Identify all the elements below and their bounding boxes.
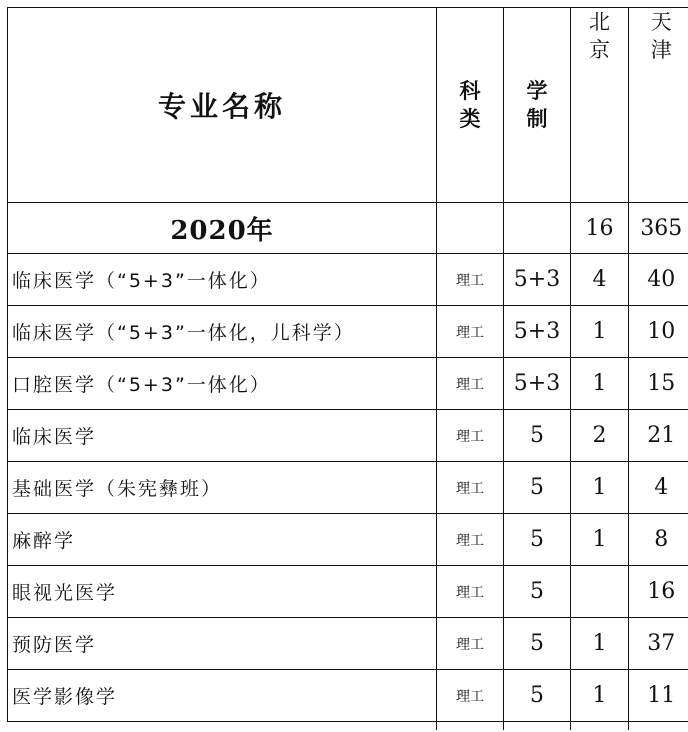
major-beijing-count: 2 <box>571 410 629 462</box>
table-row <box>8 358 688 410</box>
major-name: 基础医学（朱宪彝班） <box>8 462 437 514</box>
table-row <box>8 618 688 670</box>
major-duration: 5+3 <box>504 254 571 306</box>
header-category-char-2: 类 <box>459 107 481 131</box>
header-duration <box>504 8 571 203</box>
major-tianjin-count: 16 <box>629 566 688 618</box>
header-duration-char-2: 制 <box>526 107 548 131</box>
header-tianjin-char-1: 天 <box>650 10 672 34</box>
major-category: 理工 <box>437 254 504 306</box>
major-tianjin-count: 4 <box>629 462 688 514</box>
major-beijing-count: 1 <box>571 462 629 514</box>
major-duration: 5+3 <box>504 306 571 358</box>
year-label: 2020年 <box>8 203 437 254</box>
major-category: 理工 <box>437 410 504 462</box>
major-tianjin-count: 37 <box>629 618 688 670</box>
year-total-tianjin: 365 <box>629 203 688 254</box>
major-duration: 5 <box>504 410 571 462</box>
table-header-row <box>8 8 688 203</box>
major-tianjin-count: 21 <box>629 410 688 462</box>
year-duration-empty <box>504 203 571 254</box>
table-row <box>8 410 688 462</box>
major-name: 口腔医学（“5+3”一体化） <box>8 358 437 410</box>
header-tianjin-char-2: 津 <box>650 38 672 62</box>
major-name: 眼视光医学 <box>8 566 437 618</box>
major-beijing-count <box>571 566 629 618</box>
table-row <box>8 566 688 618</box>
major-duration: 5 <box>504 514 571 566</box>
table-row-continuation <box>8 722 688 731</box>
header-beijing-char-1: 北 <box>589 10 610 34</box>
major-duration: 5 <box>504 566 571 618</box>
major-duration: 5 <box>504 670 571 722</box>
stub-cell <box>8 722 437 731</box>
major-beijing-count: 1 <box>571 618 629 670</box>
year-category-empty <box>437 203 504 254</box>
major-name: 临床医学（“5+3”一体化） <box>8 254 437 306</box>
major-beijing-count: 1 <box>571 358 629 410</box>
table-row <box>8 462 688 514</box>
header-major-name: 专业名称 <box>8 8 437 203</box>
year-summary-row <box>8 203 688 254</box>
major-tianjin-count: 15 <box>629 358 688 410</box>
enrollment-plan-table <box>7 7 688 730</box>
major-beijing-count: 1 <box>571 670 629 722</box>
year-total-beijing: 16 <box>571 203 629 254</box>
major-category: 理工 <box>437 670 504 722</box>
table-row <box>8 254 688 306</box>
major-tianjin-count: 40 <box>629 254 688 306</box>
major-category: 理工 <box>437 306 504 358</box>
major-tianjin-count: 11 <box>629 670 688 722</box>
major-duration: 5 <box>504 462 571 514</box>
major-tianjin-count: 10 <box>629 306 688 358</box>
major-category: 理工 <box>437 358 504 410</box>
header-duration-char-1: 学 <box>526 79 548 103</box>
major-category: 理工 <box>437 566 504 618</box>
table-row <box>8 306 688 358</box>
major-name: 麻醉学 <box>8 514 437 566</box>
major-category: 理工 <box>437 462 504 514</box>
header-beijing-char-2: 京 <box>589 38 610 62</box>
major-name: 医学影像学 <box>8 670 437 722</box>
major-name: 临床医学 <box>8 410 437 462</box>
header-region-beijing <box>571 8 629 203</box>
header-region-tianjin <box>629 8 688 203</box>
stub-cell <box>504 722 571 731</box>
major-name: 预防医学 <box>8 618 437 670</box>
header-category <box>437 8 504 203</box>
stub-cell <box>437 722 504 731</box>
major-category: 理工 <box>437 618 504 670</box>
major-beijing-count: 1 <box>571 514 629 566</box>
major-category: 理工 <box>437 514 504 566</box>
major-beijing-count: 4 <box>571 254 629 306</box>
stub-cell <box>571 722 629 731</box>
table-row <box>8 670 688 722</box>
major-duration: 5+3 <box>504 358 571 410</box>
major-duration: 5 <box>504 618 571 670</box>
major-beijing-count: 1 <box>571 306 629 358</box>
table-row <box>8 514 688 566</box>
stub-cell <box>629 722 688 731</box>
header-category-char-1: 科 <box>459 79 481 103</box>
major-name: 临床医学（“5+3”一体化，儿科学） <box>8 306 437 358</box>
major-tianjin-count: 8 <box>629 514 688 566</box>
